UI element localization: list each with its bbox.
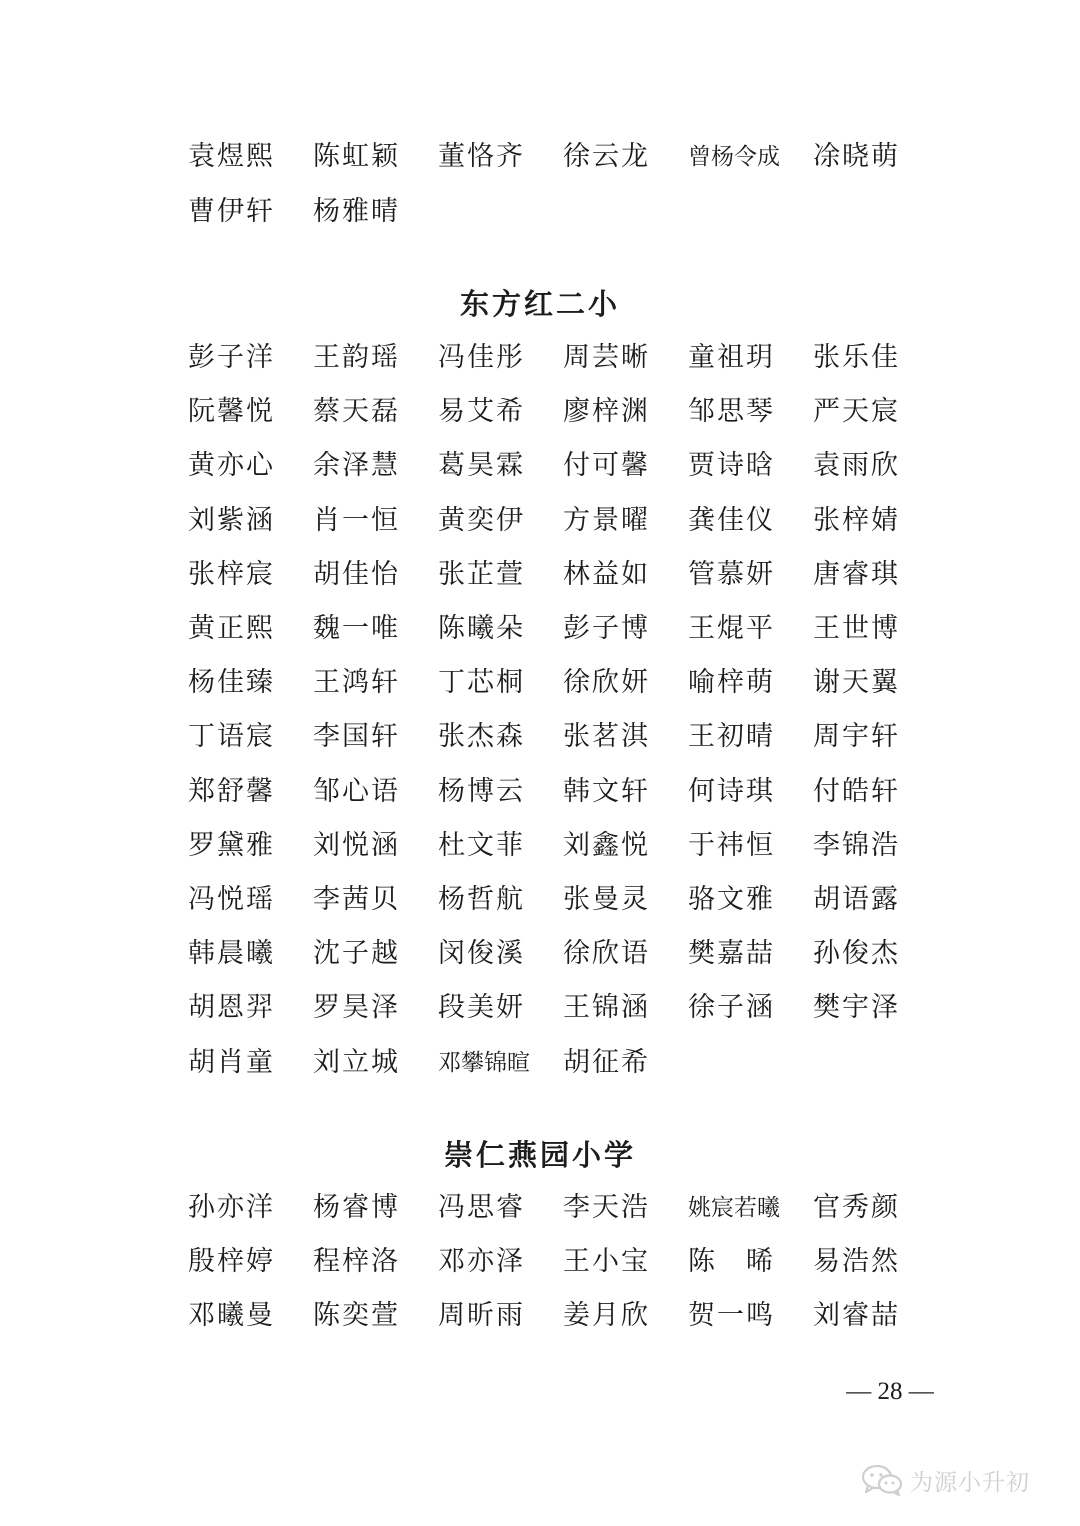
student-name: 姜月欣 [563,1300,650,1332]
student-name: 孙亦洋 [188,1192,275,1223]
student-name: 杨睿博 [313,1192,400,1223]
student-name: 杜文菲 [438,829,525,861]
student-name: 葛昊霖 [438,450,525,482]
student-name: 官秀颜 [813,1192,900,1223]
student-name: 张梓婧 [813,504,900,536]
student-name: 樊嘉喆 [688,938,775,970]
student-name: 胡恩羿 [188,992,275,1024]
student-name: 黄正熙 [188,613,275,644]
wechat-icon [860,1462,904,1498]
student-name: 陈曦朵 [438,613,525,644]
student-name: 孙俊杰 [813,938,900,970]
student-name: 张杰森 [438,721,525,753]
student-name: 樊宇泽 [813,992,900,1024]
student-name: 闵俊溪 [438,938,525,970]
student-name: 郑舒馨 [188,775,275,807]
student-name: 殷梓婷 [188,1246,275,1278]
student-name: 曹伊轩 [188,195,275,227]
student-name: 邹心语 [313,775,400,807]
student-name: 胡肖童 [188,1046,275,1078]
student-name: 李国轩 [313,721,400,753]
student-name: 段美妍 [438,992,525,1024]
student-name: 袁雨欣 [813,450,900,482]
student-name: 唐睿琪 [813,558,900,590]
student-name: 陈虹颖 [313,141,400,172]
student-name: 王世博 [813,613,900,644]
student-name: 张芷萱 [438,558,525,590]
student-name: 于祎恒 [688,829,775,861]
student-name: 徐欣语 [563,938,650,970]
student-name: 黄亦心 [188,450,275,482]
student-name: 王小宝 [563,1246,650,1278]
student-name: 徐欣妍 [563,667,650,699]
student-name: 易浩然 [813,1246,900,1278]
student-name: 邓曦曼 [188,1300,275,1332]
student-name: 廖梓渊 [563,396,650,428]
student-name: 喻梓萌 [688,667,775,699]
student-name: 何诗琪 [688,775,775,807]
student-name: 张曼灵 [563,884,650,915]
student-name: 韩文轩 [563,775,650,807]
student-name: 杨博云 [438,775,525,807]
student-name: 黄奕伊 [438,504,525,536]
student-name: 韩晨曦 [188,938,275,970]
student-name: 胡征希 [563,1046,650,1078]
student-name: 管慕妍 [688,558,775,590]
page-number: — 28 — [846,1378,934,1405]
student-name: 周芸晰 [563,342,650,373]
student-name: 凃晓萌 [813,141,900,172]
student-name: 杨雅晴 [313,195,400,227]
student-name: 刘鑫悦 [563,829,650,861]
student-name: 张梓宸 [188,558,275,590]
student-name: 贺一鸣 [688,1300,775,1332]
section-title-chongren: 崇仁燕园小学 [443,1138,636,1172]
student-name: 周宇轩 [813,721,900,753]
student-name: 王焜平 [688,613,775,644]
student-name: 胡语露 [813,884,900,915]
student-name: 丁语宸 [188,721,275,753]
student-name: 阮馨悦 [188,396,275,428]
student-name: 姚宸若曦 [688,1195,780,1221]
student-name: 张茗淇 [563,721,650,753]
student-name: 刘悦涵 [313,829,400,861]
student-name: 彭子洋 [188,342,275,373]
student-name: 余泽慧 [313,450,400,482]
section-title-dongfanghong: 东方红二小 [459,287,620,321]
student-name: 李锦浩 [813,829,900,861]
student-name: 程梓洛 [313,1246,400,1278]
student-name: 魏一唯 [313,613,400,644]
student-name: 陈 晞 [688,1246,775,1278]
student-name: 邹思琴 [688,396,775,428]
watermark-text: 为源小升初 [910,1469,1030,1496]
student-name: 王初晴 [688,721,775,753]
student-name: 肖一恒 [313,504,400,536]
student-name: 胡佳怡 [313,558,400,590]
student-name: 严天宸 [813,396,900,428]
student-name: 罗黛雅 [188,829,275,861]
student-name: 杨佳臻 [188,667,275,699]
student-name: 彭子博 [563,613,650,644]
student-name: 沈子越 [313,938,400,970]
student-name: 方景曜 [563,504,650,536]
student-name: 龚佳仪 [688,504,775,536]
student-name: 董恪齐 [438,141,525,172]
student-name: 骆文雅 [688,884,775,915]
student-name: 王韵瑶 [313,342,400,373]
student-name: 邓攀锦暄 [438,1049,530,1076]
student-name: 袁煜熙 [188,141,275,172]
student-name: 罗昊泽 [313,992,400,1024]
student-name: 丁芯桐 [438,667,525,699]
student-name: 陈奕萱 [313,1300,400,1332]
student-name: 蔡天磊 [313,396,400,428]
student-name: 谢天翼 [813,667,900,699]
student-name: 王锦涵 [563,992,650,1024]
student-name: 童祖玥 [688,342,775,373]
student-name: 周昕雨 [438,1300,525,1332]
student-name: 林益如 [563,558,650,590]
student-name: 曾杨令成 [688,144,780,170]
student-name: 付可馨 [563,450,650,482]
student-name: 冯悦瑶 [188,884,275,915]
student-name: 易艾希 [438,396,525,428]
student-name: 贾诗晗 [688,450,775,482]
student-name: 李茜贝 [313,884,400,915]
student-name: 付皓轩 [813,775,900,807]
student-name: 刘立城 [313,1046,400,1078]
student-name: 李天浩 [563,1192,650,1223]
student-name: 刘睿喆 [813,1300,900,1332]
student-name: 王鸿轩 [313,667,400,699]
student-name: 杨哲航 [438,884,525,915]
student-name: 冯佳彤 [438,342,525,373]
watermark [860,1455,1030,1505]
student-name: 冯思睿 [438,1192,525,1223]
student-name: 刘紫涵 [188,504,275,536]
student-name: 张乐佳 [813,342,900,373]
student-name: 徐子涵 [688,992,775,1024]
student-name: 徐云龙 [563,141,650,172]
student-name: 邓亦泽 [438,1246,525,1278]
